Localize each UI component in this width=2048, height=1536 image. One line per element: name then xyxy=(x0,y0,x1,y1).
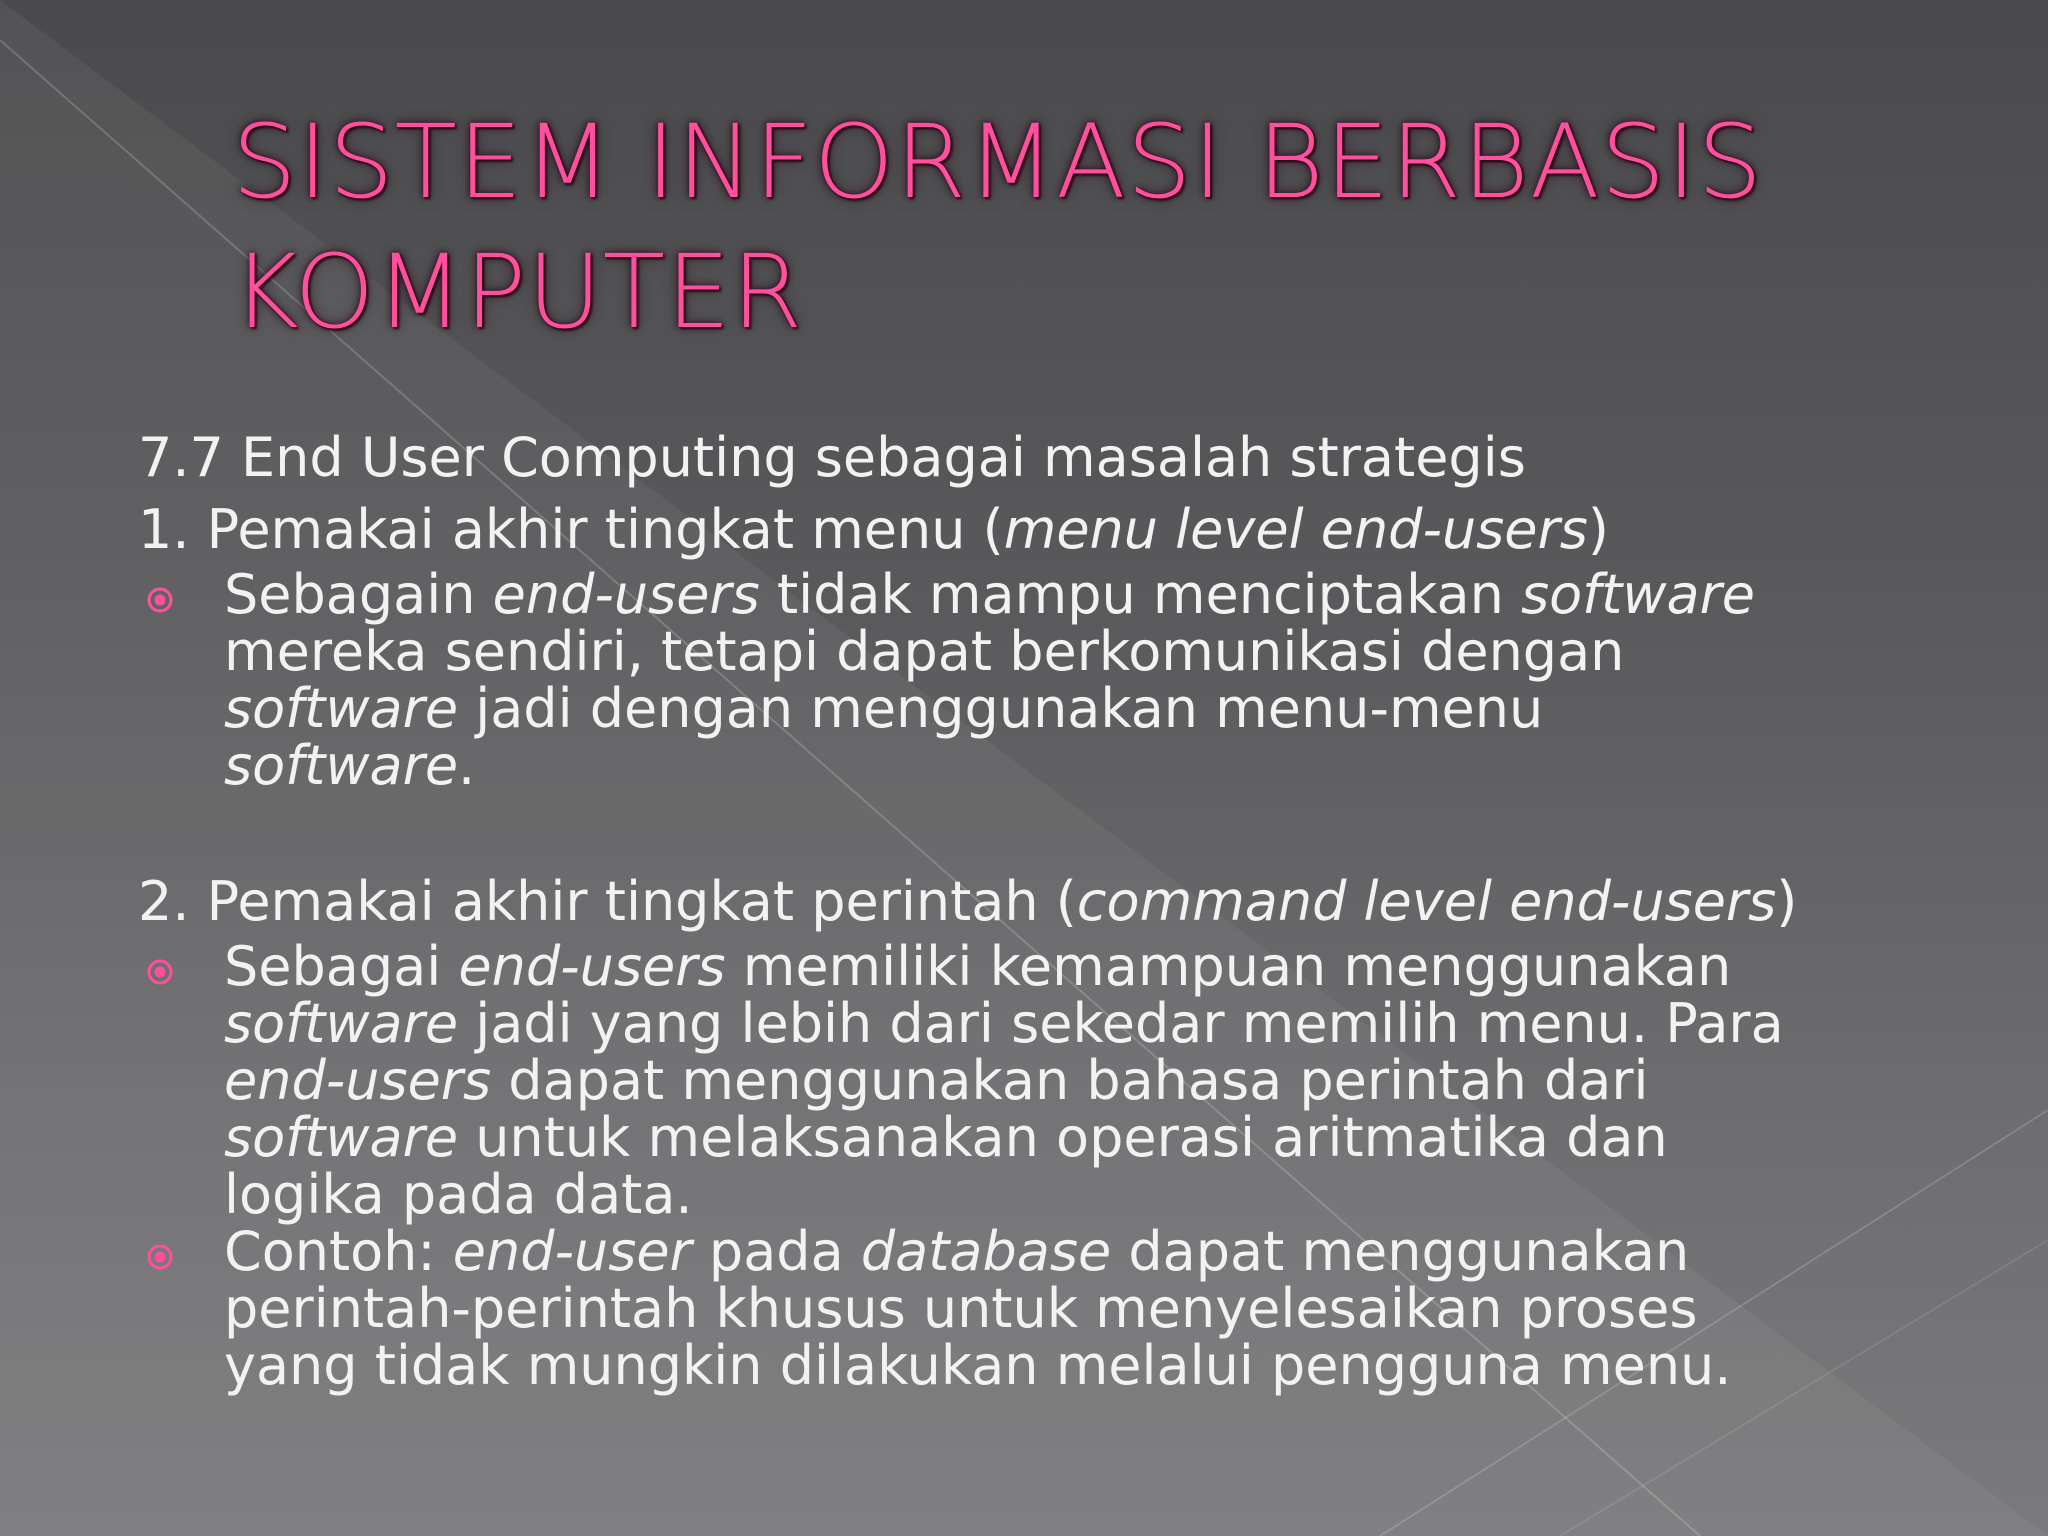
item-2-label: 2. Pemakai akhir tingkat perintah (command level end-users) xyxy=(138,870,1798,933)
circled-dot-icon xyxy=(146,1243,174,1271)
item-1-label: 1. Pemakai akhir tingkat menu (menu level end-users) xyxy=(138,498,1609,561)
bullet-line: end-users dapat menggunakan bahasa perintah dari xyxy=(224,1049,1649,1112)
spacer xyxy=(138,794,2018,866)
bullet-line: Sebagain end-users tidak mampu menciptakan software xyxy=(224,563,1756,626)
slide-body xyxy=(138,422,2018,1397)
slide-title xyxy=(232,98,2012,358)
circled-dot-icon xyxy=(146,586,174,614)
bullet-item xyxy=(138,935,2018,1226)
title-line-1: SISTEM INFORMASI BERBASIS xyxy=(232,103,1764,222)
bullet-item xyxy=(138,1220,2018,1397)
title-line-2: KOMPUTER xyxy=(232,233,804,352)
bullet-line: mereka sendiri, tetapi dapat berkomunikasi dengan xyxy=(224,620,1625,683)
bullet-line: logika pada data. xyxy=(224,1163,693,1226)
bullet-line: perintah-perintah khusus untuk menyelesaikan proses xyxy=(224,1277,1698,1340)
bullet-line: Sebagai end-users memiliki kemampuan menggunakan xyxy=(224,935,1732,998)
bullet-item xyxy=(138,563,2018,797)
circled-dot-icon xyxy=(146,958,174,986)
bullet-line: software jadi dengan menggunakan menu-menu xyxy=(224,677,1544,740)
bullet-line: software jadi yang lebih dari sekedar memilih menu. Para xyxy=(224,992,1784,1055)
bullet-line: Contoh: end-user pada database dapat menggunakan xyxy=(224,1220,1690,1283)
section-heading: 7.7 End User Computing sebagai masalah strategis xyxy=(138,426,1526,489)
bullet-line: software. xyxy=(224,734,476,797)
bullet-line: yang tidak mungkin dilakukan melalui pengguna menu. xyxy=(224,1334,1732,1397)
bullet-line: software untuk melaksanakan operasi aritmatika dan xyxy=(224,1106,1668,1169)
